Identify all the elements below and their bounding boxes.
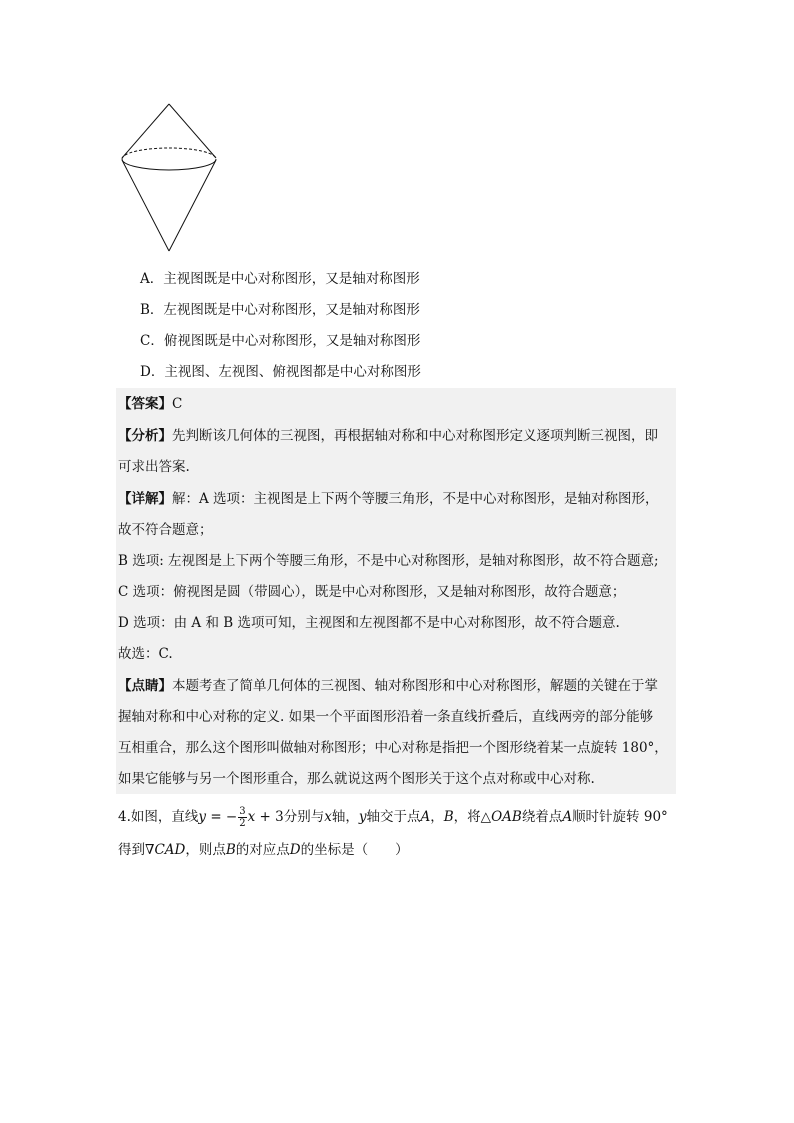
- detail-line-5: D 选项：由 A 和 B 选项可知，主视图和左视图都不是中心对称图形，故不符合题意.: [118, 615, 620, 631]
- detail-line-4: C 选项：俯视图是圆（带圆心），既是中心对称图形，又是轴对称图形，故符合题意；: [118, 584, 626, 600]
- analysis-line-2: 可求出答案.: [118, 459, 190, 475]
- option-b[interactable]: [140, 301, 420, 319]
- detail-tag: 【详解】: [118, 491, 172, 507]
- analysis-line-1: 【分析】先判断该几何体的三视图，再根据轴对称和中心对称图形定义逐项判断三视图，即: [118, 428, 658, 444]
- double-cone-drawing: [118, 100, 222, 256]
- analysis-tag: 【分析】: [118, 428, 172, 444]
- comment-line-3: 互相重合，那么这个图形叫做轴对称图形；中心对称是指把一个图形绕着某一点旋转 180°，: [118, 740, 668, 756]
- option-text: 主视图既是中心对称图形，又是轴对称图形: [163, 271, 420, 287]
- answer-value: C: [172, 396, 183, 412]
- option-c[interactable]: [140, 332, 420, 350]
- option-letter: C．: [140, 333, 164, 349]
- comment-tag: 【点睛】: [118, 678, 172, 694]
- option-letter: B．: [140, 302, 164, 318]
- comment-line-4: 如果它能够与另一个图形重合，那么就说这两个图形关于这个点对称或中心对称.: [118, 771, 595, 787]
- detail-line-6: 故选：C.: [118, 646, 173, 662]
- option-text: 主视图、左视图、俯视图都是中心对称图形: [164, 364, 421, 380]
- comment-line-1: 【点睛】本题考查了简单几何体的三视图、轴对称图形和中心对称图形，解题的关键在于掌: [118, 678, 658, 694]
- option-d[interactable]: [140, 363, 421, 381]
- option-letter: D．: [140, 364, 165, 380]
- answer-tag: 【答案】: [118, 396, 172, 412]
- detail-line-1: 【详解】解：A 选项：主视图是上下两个等腰三角形，不是中心对称图形，是轴对称图形，: [118, 491, 659, 507]
- option-a[interactable]: [140, 270, 420, 288]
- fraction: $\frac{3}{2}$: [239, 806, 246, 829]
- option-text: 左视图既是中心对称图形，又是轴对称图形: [163, 302, 420, 318]
- detail-line-2: 故不符合题意；: [118, 522, 213, 538]
- question-4-line-1: 4.如图，直线y = − $\frac{3}{2}$ x + 3分别与x轴，y轴交于点A，B，将△OAB绕着点A顺时针旋转 90°: [118, 806, 668, 829]
- question-number: 4.: [118, 809, 131, 825]
- detail-line-3: B 选项: 左视图是上下两个等腰三角形，不是中心对称图形，是轴对称图形，故不符合题意;: [118, 553, 659, 569]
- option-letter: A．: [140, 271, 164, 287]
- answer-line: [118, 395, 182, 413]
- option-text: 俯视图既是中心对称图形，又是轴对称图形: [163, 333, 421, 349]
- comment-line-2: 握轴对称和中心对称的定义. 如果一个平面图形沿着一条直线折叠后，直线两旁的部分能够: [118, 709, 654, 725]
- double-cone-figure: [118, 100, 222, 256]
- question-4-line-2: 得到∇CAD，则点B的对应点D的坐标是（ ）: [118, 842, 409, 858]
